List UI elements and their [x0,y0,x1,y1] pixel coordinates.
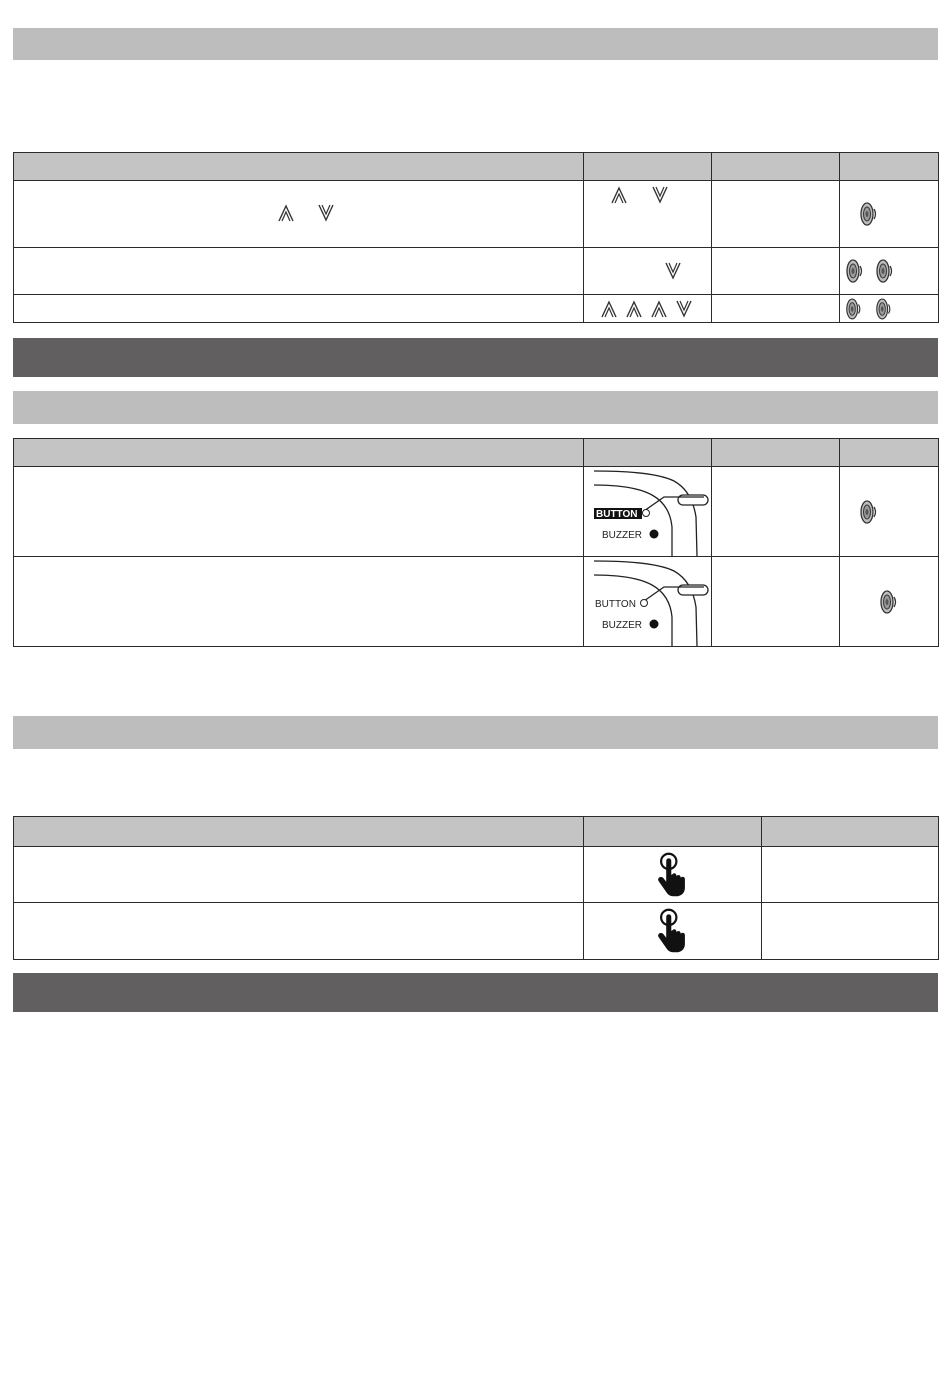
table-row [14,181,939,248]
section-header-bar-1 [13,28,938,60]
section-header-bar-2 [13,338,938,377]
buzzer-speaker-icon [859,498,879,526]
table-1-text-cell [14,181,584,248]
chevron-up-icon [599,299,619,319]
buzzer-speaker-icon [845,257,865,285]
buzzer-speaker-icon [875,257,895,285]
table-row [14,557,939,647]
table-3-col3-cell [762,903,939,960]
chevron-up-icon [276,203,296,223]
buzzer-label: BUZZER [602,620,642,631]
table-3 [13,816,939,960]
table-1-header-cell [840,153,939,181]
table-1-keys-cell [584,295,712,323]
table-row [14,248,939,295]
buzzer-speaker-icon [859,200,879,228]
table-2-header-cell [712,439,840,467]
buzzer-speaker-icon [875,296,893,322]
table-1-text-cell [14,248,584,295]
table-2-col3-cell [712,467,840,557]
table-2-col3-cell [712,557,840,647]
chevron-down-icon [674,299,694,319]
tap-icon [656,907,690,955]
table-3-header-cell [762,817,939,847]
table-row [14,903,939,960]
table-2-header-cell [584,439,712,467]
table-2 [13,438,939,647]
button-label: BUTTON [595,599,636,610]
table-1-col3-cell [712,295,840,323]
table-2-beep-cell [840,557,939,647]
table-1-col3-cell [712,248,840,295]
section-header-bar-4 [13,716,938,749]
table-3-col3-cell [762,847,939,903]
device-button-diagram [584,557,711,646]
chevron-down-icon [316,203,336,223]
table-1-beep-cell [840,248,939,295]
button-label: BUTTON [596,509,638,520]
table-2-device-cell [584,557,712,647]
table-row [14,295,939,323]
table-3-text-cell [14,903,584,960]
chevron-down-icon [663,261,683,281]
table-1-beep-cell [840,181,939,248]
table-2-header-cell [14,439,584,467]
table-2-device-cell [584,467,712,557]
table-2-beep-cell [840,467,939,557]
table-3-icon-cell [584,847,762,903]
table-1 [13,152,939,323]
chevron-up-icon [649,299,669,319]
table-1-beep-cell [840,295,939,323]
buzzer-speaker-icon [845,296,863,322]
table-1-header-cell [584,153,712,181]
table-2-header-cell [840,439,939,467]
table-1-text-cell [14,295,584,323]
buzzer-label: BUZZER [602,530,642,541]
buzzer-speaker-icon [879,588,899,616]
tap-icon [656,851,690,899]
table-row [14,467,939,557]
table-1-header-cell [14,153,584,181]
table-3-header-cell [584,817,762,847]
table-2-text-cell [14,467,584,557]
device-button-diagram [584,467,711,556]
table-3-header-cell [14,817,584,847]
section-header-bar-3 [13,391,938,424]
table-1-keys-cell [584,248,712,295]
chevron-down-icon [650,185,670,205]
section-header-bar-5 [13,973,938,1012]
table-2-text-cell [14,557,584,647]
table-3-icon-cell [584,903,762,960]
table-1-keys-cell [584,181,712,248]
table-row [14,847,939,903]
table-3-text-cell [14,847,584,903]
table-1-header-cell [712,153,840,181]
table-1-col3-cell [712,181,840,248]
chevron-up-icon [624,299,644,319]
chevron-up-icon [609,185,629,205]
